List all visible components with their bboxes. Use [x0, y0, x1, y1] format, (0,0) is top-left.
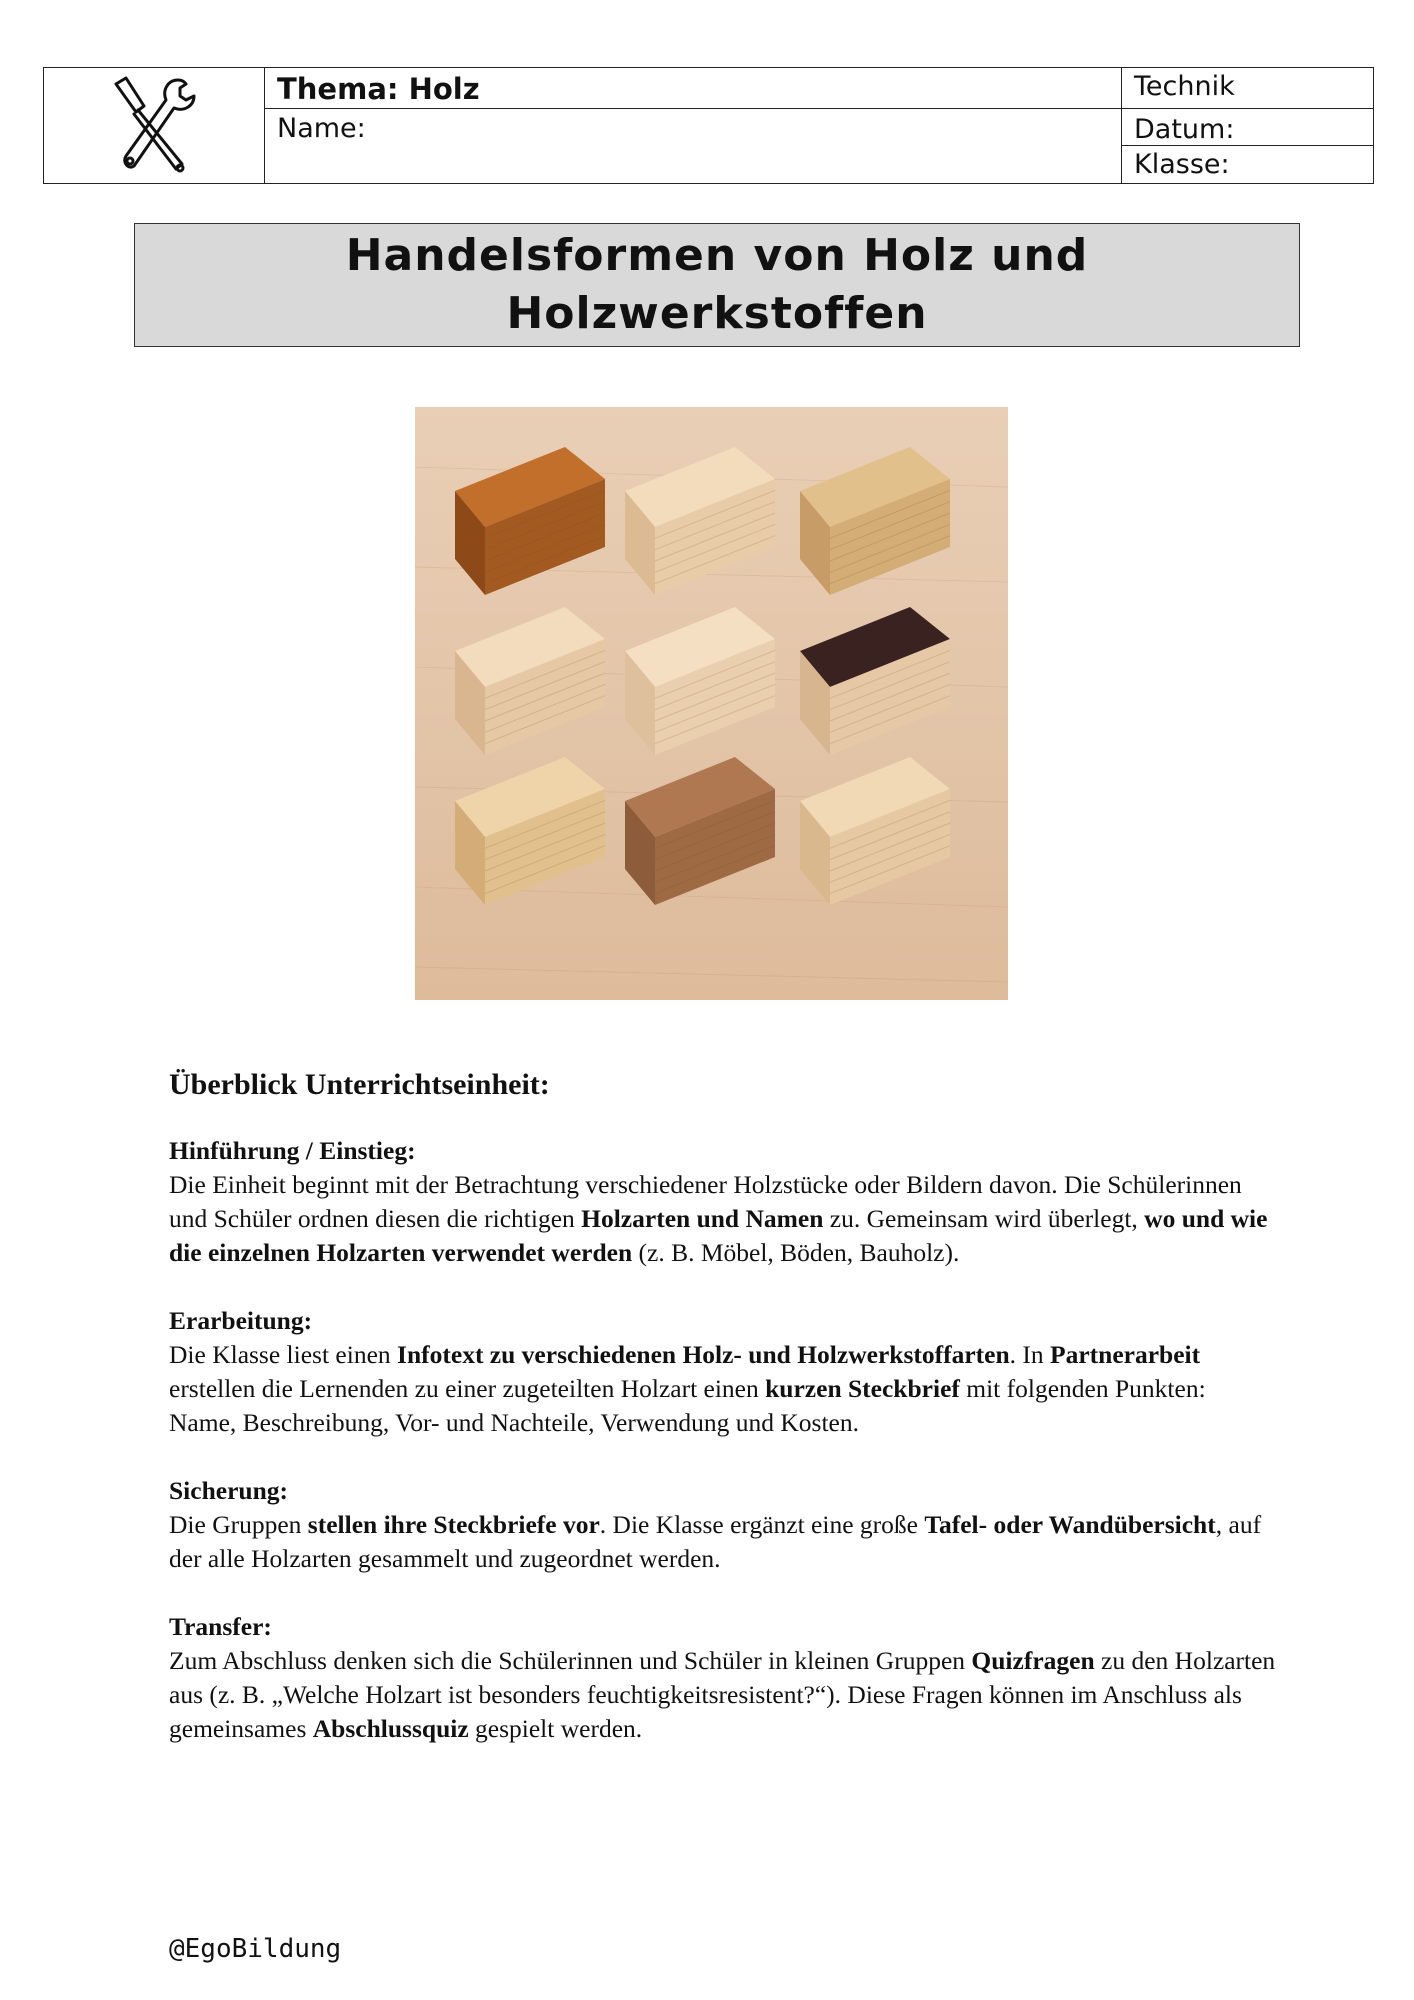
overview-heading: Überblick Unterrichtseinheit:	[169, 1068, 550, 1101]
section-label: Hinführung / Einstieg:	[169, 1136, 416, 1165]
logo-cell	[44, 68, 265, 183]
title-box	[134, 223, 1300, 347]
header-middle	[265, 68, 1122, 183]
footer-credit: @EgoBildung	[169, 1934, 342, 1964]
subject-label: Technik	[1122, 68, 1373, 109]
section-text: Die Gruppen stellen ihre Steckbriefe vor. Die Klasse ergänzt eine große Tafel- oder Wandübersicht, auf der alle Holzarten gesammelt und zugeordnet werden.	[169, 1510, 1262, 1573]
section-label: Transfer:	[169, 1612, 272, 1641]
section-label: Erarbeitung:	[169, 1306, 313, 1335]
topic-label: Thema: Holz	[265, 68, 1121, 109]
overview-section-1	[169, 1304, 1279, 1440]
section-text: Die Klasse liest einen Infotext zu verschiedenen Holz- und Holzwerkstoffarten. In Partnerarbeit erstellen die Lernenden zu einer zugeteilten Holzart einen kurzen Steckbrief mit folgenden Punkten: Name, Beschreibung, Vor- und Nachteile, Verwendung und Kosten.	[169, 1340, 1206, 1437]
section-label: Sicherung:	[169, 1476, 289, 1505]
class-field[interactable]: Klasse:	[1134, 149, 1230, 180]
section-text: Die Einheit beginnt mit der Betrachtung verschiedener Holzstücke oder Bildern davon. Die Schülerinnen und Schüler ordnen diesen die richtigen Holzarten und Namen zu. Gemeinsam wird überlegt, wo und wie die einzelnen Holzarten verwendet werden (z. B. Möbel, Böden, Bauholz).	[169, 1170, 1268, 1267]
header-right	[1122, 68, 1373, 183]
header-table	[43, 67, 1374, 184]
overview-section-3	[169, 1610, 1279, 1746]
overview-section-2	[169, 1474, 1279, 1576]
overview-section-0	[169, 1134, 1279, 1270]
date-field[interactable]: Datum:	[1122, 109, 1373, 146]
wood-blocks-image	[415, 407, 1008, 1000]
section-text: Zum Abschluss denken sich die Schülerinnen und Schüler in kleinen Gruppen Quizfragen zu den Holzarten aus (z. B. „Welche Holzart ist besonders feuchtigkeitsresistent?“). Diese Fragen können im Anschluss als gemeinsames Abschlussquiz gespielt werden.	[169, 1646, 1276, 1743]
name-field[interactable]: Name:	[277, 113, 366, 144]
tools-icon	[108, 72, 200, 182]
page-title: Handelsformen von Holz und Holzwerkstoffen	[345, 230, 1089, 339]
overview-section	[169, 1068, 1279, 1780]
